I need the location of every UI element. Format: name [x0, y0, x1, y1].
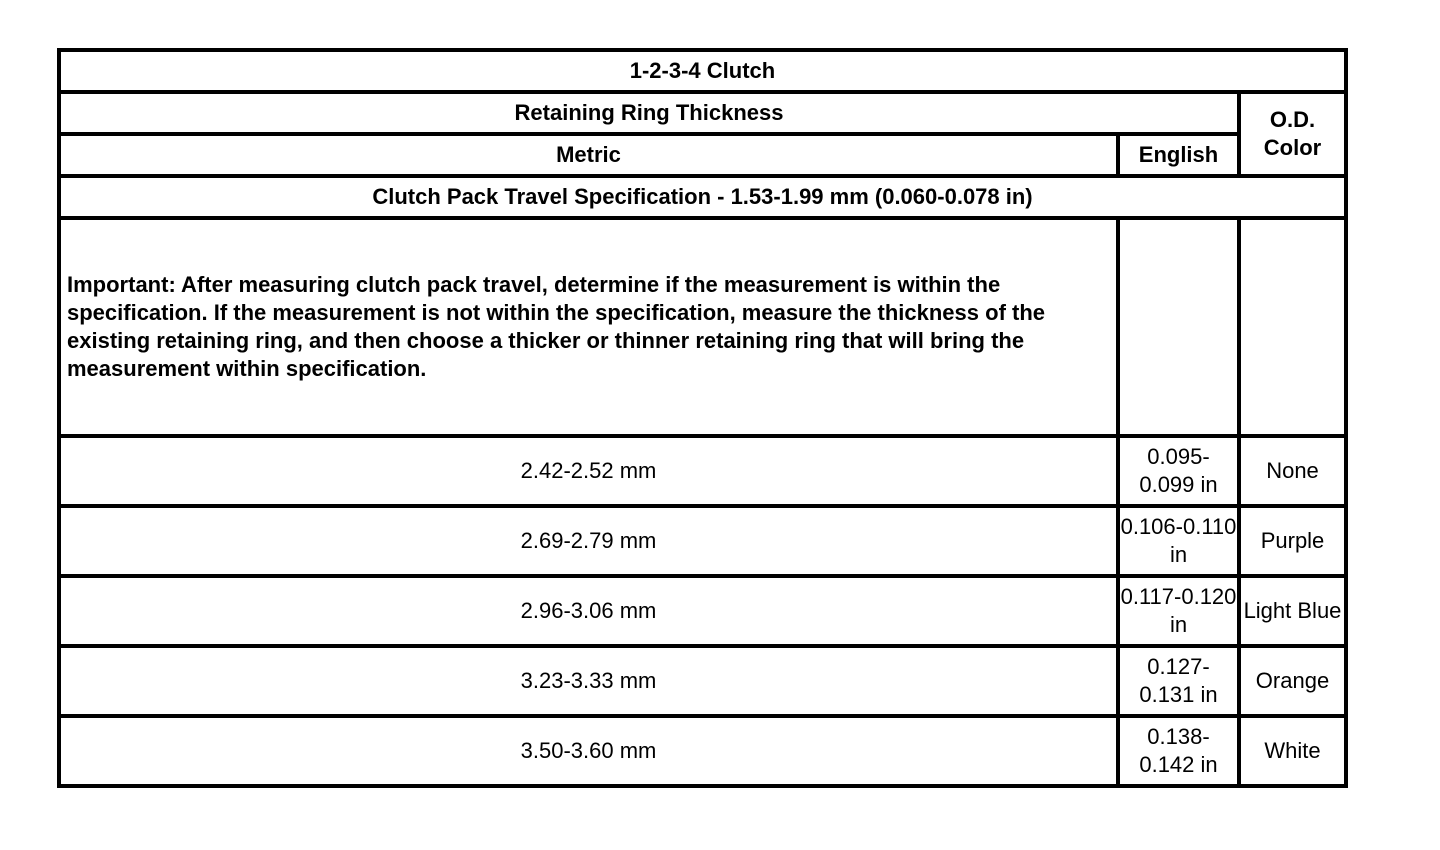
- important-note: Important: After measuring clutch pack travel, determine if the measurement is within the specification. If the measurement is not within the specification, measure the thickness of the existing retaining ring, and then choose a thicker or thinner retaining ring that will bring the measurement within specification.: [59, 218, 1118, 436]
- retaining-ring-table: [57, 48, 1348, 788]
- metric-value: 2.69-2.79 mm: [59, 506, 1118, 576]
- english-value: 0.138-0.142 in: [1118, 716, 1239, 786]
- metric-header: Metric: [59, 134, 1118, 176]
- color-value: White: [1239, 716, 1346, 786]
- metric-value: 3.23-3.33 mm: [59, 646, 1118, 716]
- note-english-cell: [1118, 218, 1239, 436]
- table-row: [59, 646, 1346, 716]
- english-header: English: [1118, 134, 1239, 176]
- note-color-cell: [1239, 218, 1346, 436]
- od-color-header-label: O.D. Color: [1263, 107, 1322, 160]
- color-value: Light Blue: [1239, 576, 1346, 646]
- metric-value: 3.50-3.60 mm: [59, 716, 1118, 786]
- english-value: 0.095-0.099 in: [1118, 436, 1239, 506]
- english-value: 0.127-0.131 in: [1118, 646, 1239, 716]
- metric-value: 2.42-2.52 mm: [59, 436, 1118, 506]
- english-value: 0.106-0.110 in: [1118, 506, 1239, 576]
- table-row: [59, 716, 1346, 786]
- table-subtitle: Retaining Ring Thickness: [59, 92, 1239, 134]
- metric-value: 2.96-3.06 mm: [59, 576, 1118, 646]
- table-row: [59, 506, 1346, 576]
- english-value: 0.117-0.120 in: [1118, 576, 1239, 646]
- color-value: None: [1239, 436, 1346, 506]
- table-row: [59, 436, 1346, 506]
- od-color-header: [1239, 92, 1346, 176]
- spec-row: Clutch Pack Travel Specification - 1.53-1.99 mm (0.060-0.078 in): [59, 176, 1346, 218]
- table-title: 1-2-3-4 Clutch: [59, 50, 1346, 92]
- color-value: Orange: [1239, 646, 1346, 716]
- color-value: Purple: [1239, 506, 1346, 576]
- table-row: [59, 576, 1346, 646]
